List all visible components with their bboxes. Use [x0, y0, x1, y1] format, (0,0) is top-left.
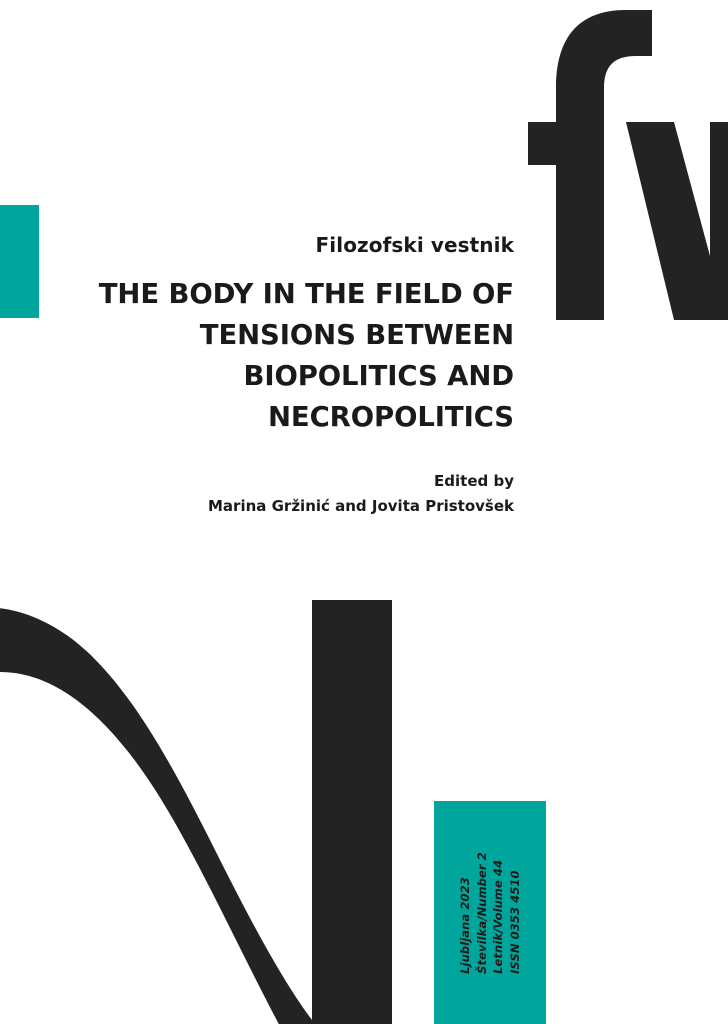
- page-title: THE BODY IN THE FIELD OF TENSIONS BETWEEN BIOPOLITICS AND NECROPOLITICS: [98, 278, 514, 433]
- imprint-line-place-year: Ljubljana 2023: [458, 876, 472, 974]
- cover-text-block: [90, 232, 514, 517]
- imprint-line-number: Številka/Number 2: [474, 851, 489, 974]
- teal-accent-bar-left: [0, 205, 39, 318]
- imprint-line-volume: Letnik/Volume 44: [491, 859, 505, 974]
- journal-name: Filozofski vestnik: [315, 233, 514, 257]
- edited-by-label: Edited by: [434, 472, 514, 490]
- imprint-line-issn: ISSN 0353 4510: [507, 869, 522, 974]
- editors-names: Marina Gržinić and Jovita Pristovšek: [208, 497, 514, 515]
- imprint-block: [434, 801, 546, 1024]
